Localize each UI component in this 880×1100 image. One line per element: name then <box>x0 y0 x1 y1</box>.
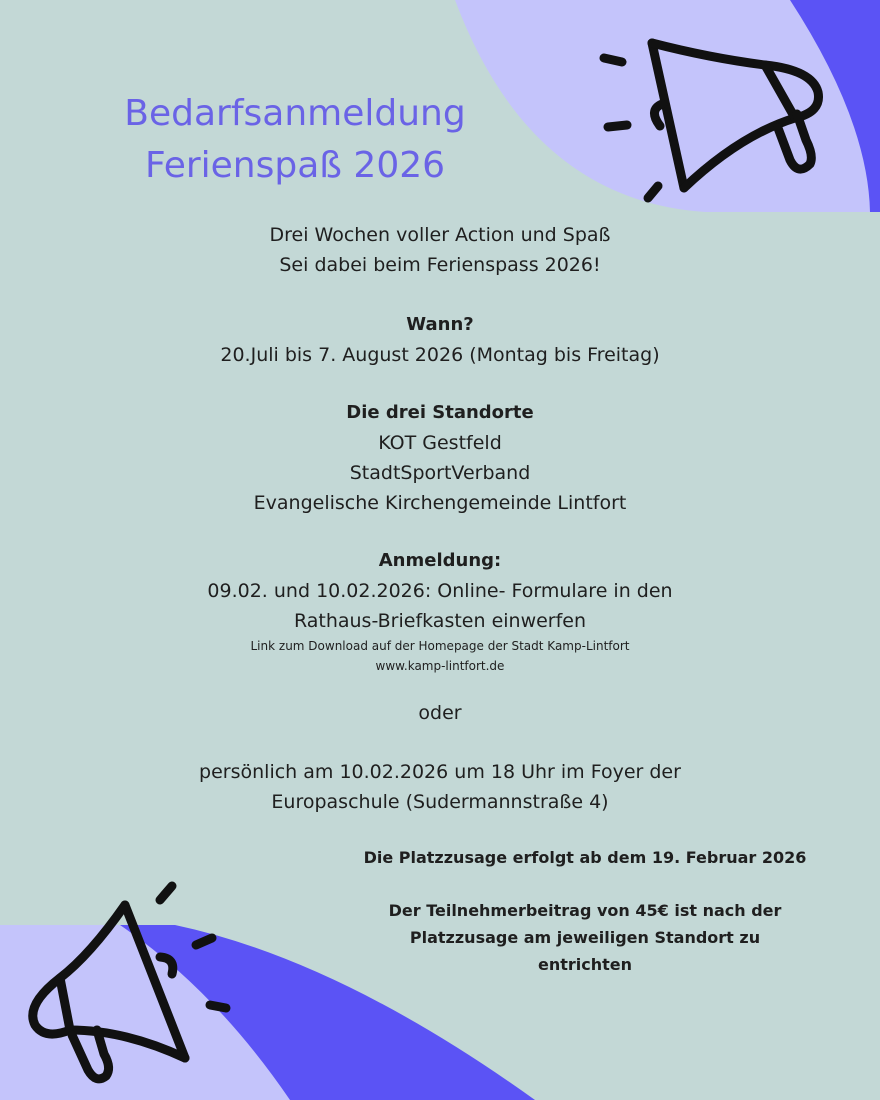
personal-line-2: Europaschule (Sudermannstraße 4) <box>271 791 609 813</box>
registration-section <box>0 546 880 676</box>
fee-section <box>338 897 832 978</box>
intro-line-1: Drei Wochen voller Action und Spaß <box>269 224 611 246</box>
locations-heading: Die drei Standorte <box>346 402 534 423</box>
personal-line-1: persönlich am 10.02.2026 um 18 Uhr im Foyer der <box>199 761 681 783</box>
or-text: oder <box>418 702 462 724</box>
title-line-1: Bedarfsanmeldung <box>124 93 466 134</box>
registration-heading: Anmeldung: <box>378 550 502 571</box>
fee-line-1: Der Teilnehmerbeitrag von 45€ ist nach der <box>388 901 782 920</box>
download-note: Link zum Download auf der Homepage der Stadt Kamp-Lintfort <box>250 639 630 653</box>
fee-line-3: entrichten <box>537 955 633 974</box>
website-link[interactable]: www.kamp-lintfort.de <box>375 659 505 673</box>
title-line-2: Ferienspaß 2026 <box>144 145 446 186</box>
page-title <box>60 88 530 192</box>
intro-text <box>0 220 880 280</box>
locations-section <box>0 398 880 518</box>
fee-line-2: Platzzusage am jeweiligen Standort zu <box>409 928 761 947</box>
personal-registration <box>0 757 880 817</box>
registration-line-2: Rathaus-Briefkasten einwerfen <box>293 610 587 632</box>
location-item: Evangelische Kirchengemeinde Lintfort <box>253 492 627 514</box>
when-heading: Wann? <box>406 314 474 335</box>
location-item: KOT Gestfeld <box>378 432 502 454</box>
intro-line-2: Sei dabei beim Ferienspass 2026! <box>279 254 601 276</box>
registration-line-1: 09.02. und 10.02.2026: Online- Formulare in den <box>207 580 673 602</box>
confirmation-text: Die Platzzusage erfolgt ab dem 19. Februar 2026 <box>363 848 807 867</box>
when-section <box>0 310 880 370</box>
location-item: StadtSportVerband <box>349 462 531 484</box>
when-text: 20.Juli bis 7. August 2026 (Montag bis Freitag) <box>220 344 660 366</box>
